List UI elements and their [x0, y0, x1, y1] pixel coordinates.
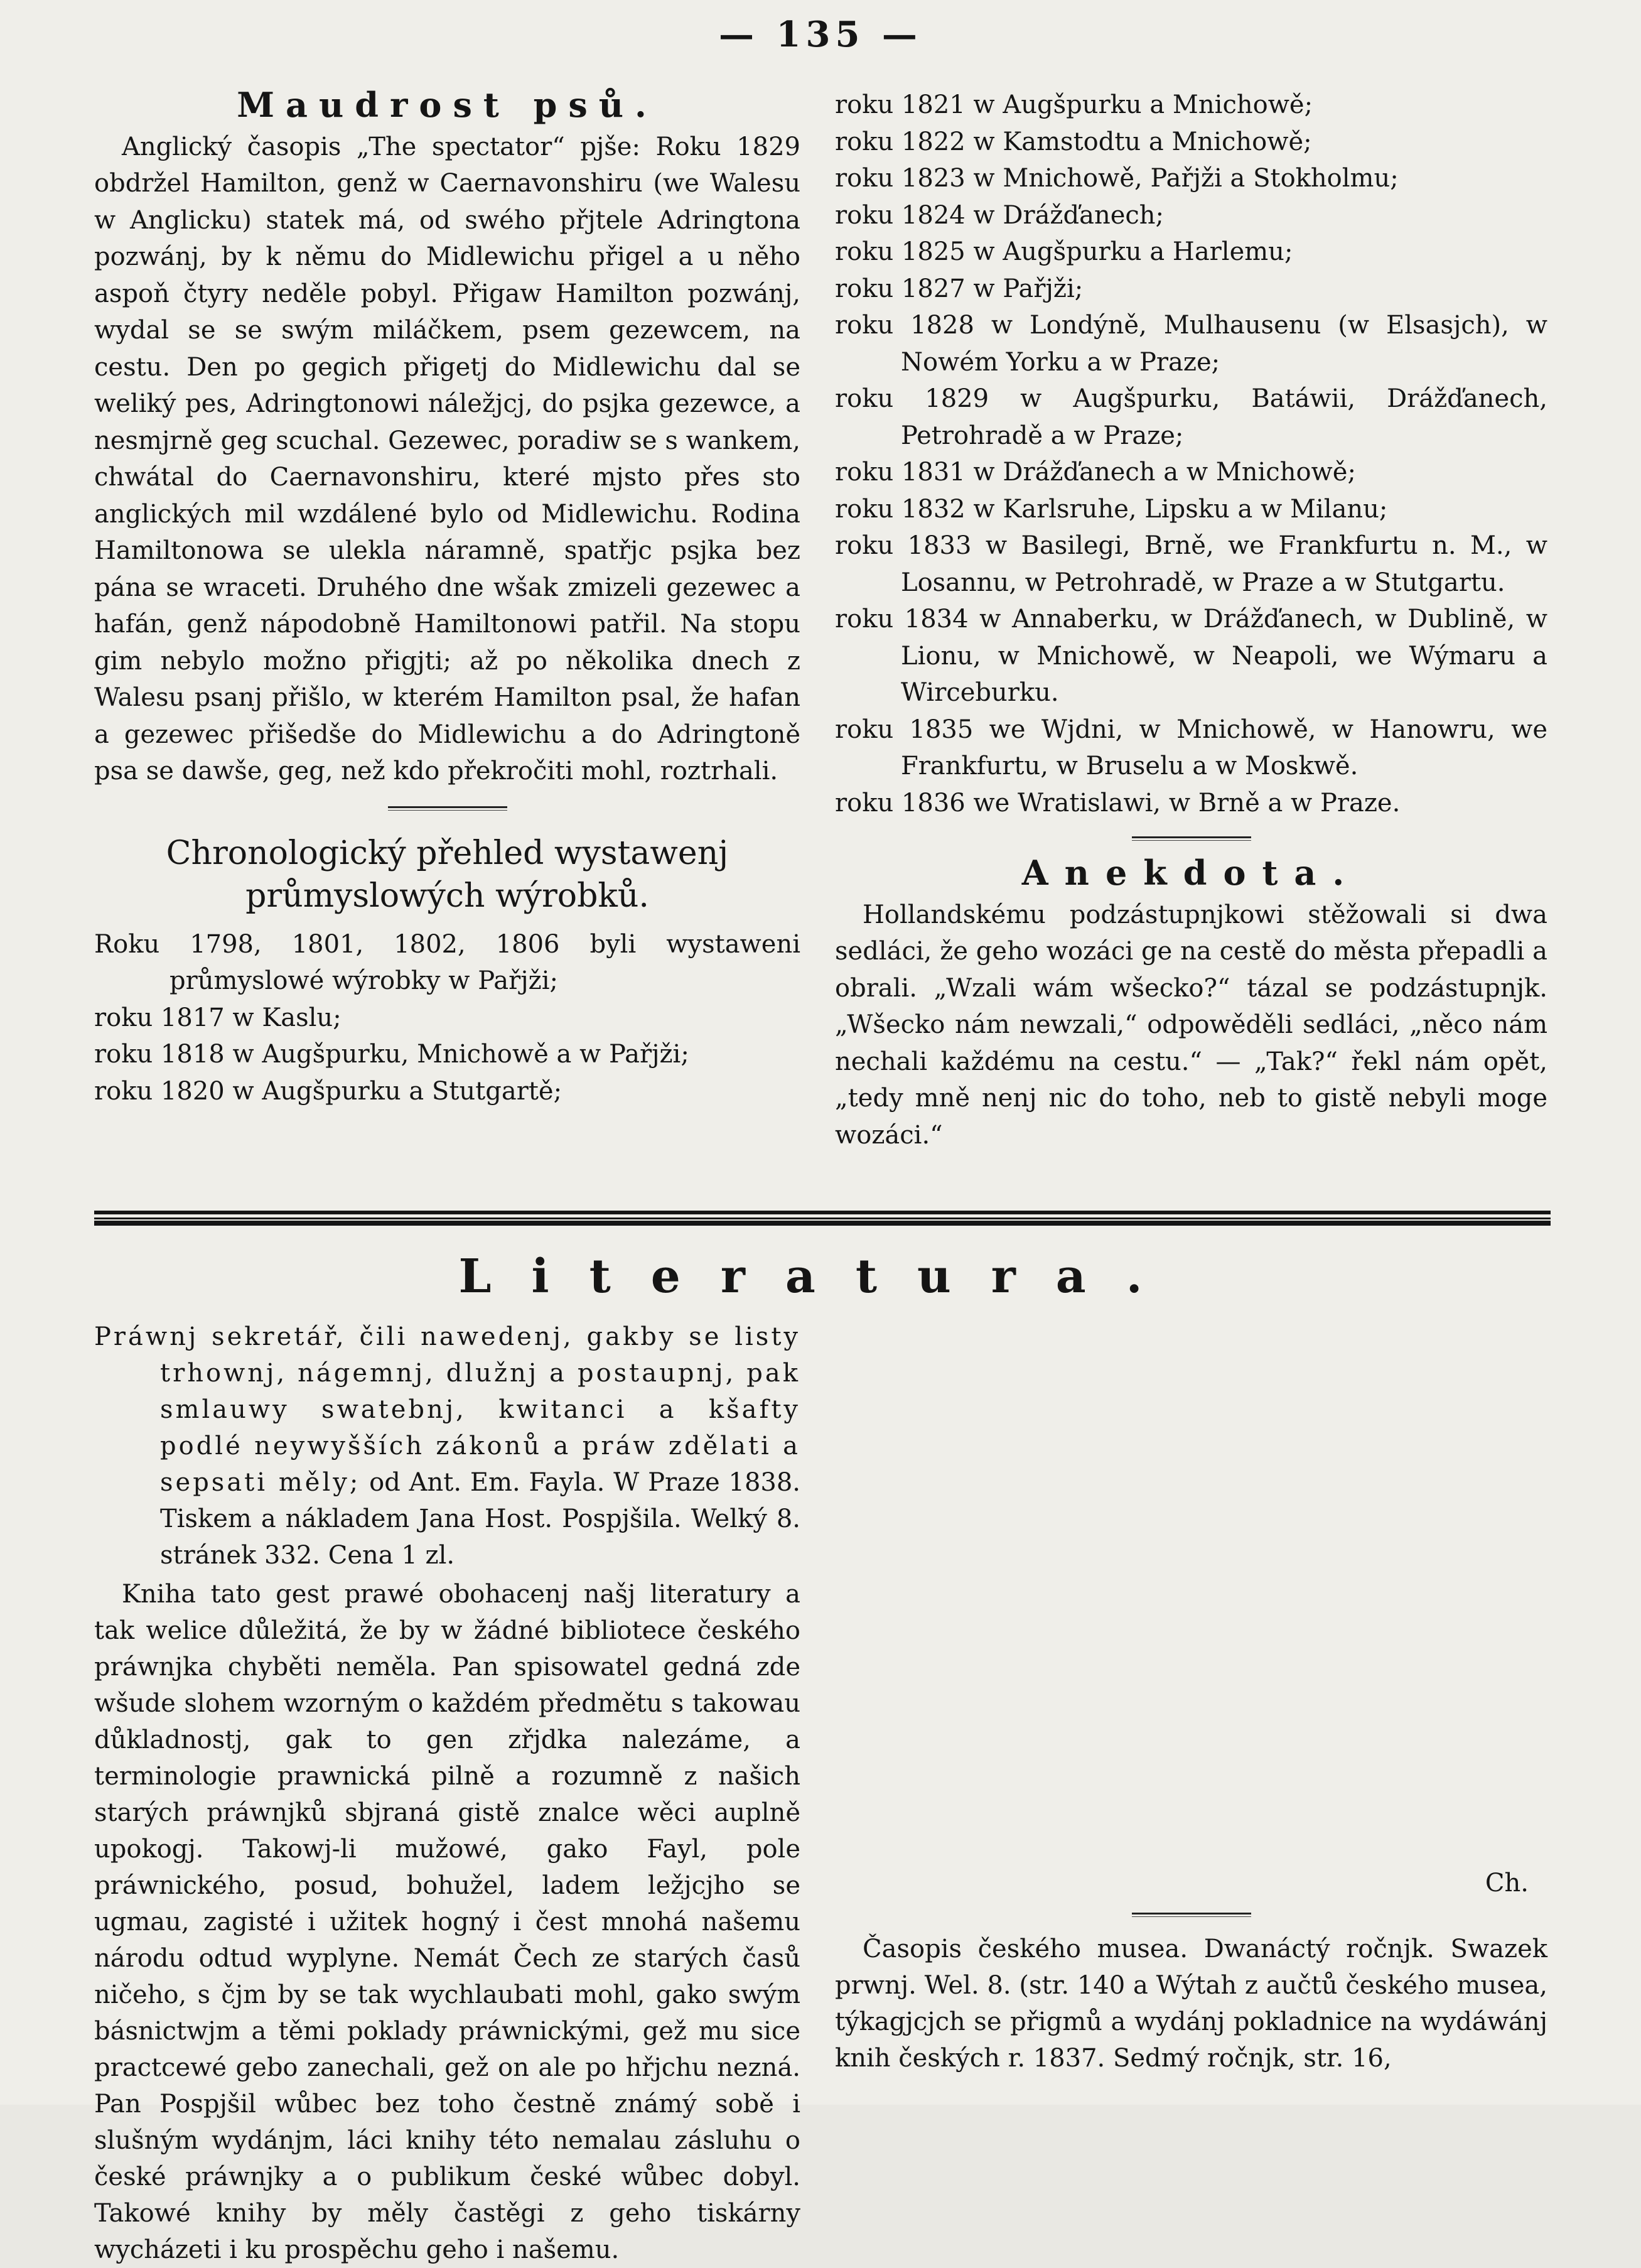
section-divider [1132, 1913, 1251, 1917]
book-review: Kniha tato gest prawé obohacenj našj literatury a tak welice důležitá, že by w žádné bibliotece českého práwnjka chyběti neměla. Pan spisowatel gedná zde wšude slohem wzorným o každém předmětu s takowau důkladnostj, gak to gen zřjdka nalezáme, a terminologie prawnická pilně a rozumně z našich starých práwnjků sbjraná gistě znalce wěci auplně upokogj. Takowj-li mužowé, gako Fayl, pole práwnického, posud, bohužel, ladem ležjcjho se ugmau, zagisté i užitek hogný i čest mnohá našemu národu odtud wyplyne. Nemát Čech ze starých časů ničeho, s čjm by se tak wychlaubati mohl, gako swým básnictwjm a těmi poklady práwnickými, gež mu sice practcewé gebo zanechali, gež on ale po hřjchu nezná. Pan Pospjšil wůbec bez toho čestně známý sobě i slušným wydánjm, láci knihy této nemalau zásluhu o české práwnjky a o publikum české wůbec dobyl. Takowé knihy by měly častěgi z geho tiskárny wycházeti i ku prospěchu geho i našemu. [94, 1580, 800, 2264]
exhibition-entry: roku 1829 w Augšpurku, Batáwii, Drážďanech, Petrohradě a w Praze; [835, 384, 1547, 450]
exhibition-entry: roku 1828 w Londýně, Mulhausenu (w Elsasjch), w Nowém Yorku a w Praze; [835, 311, 1547, 377]
exhibition-entry: roku 1834 w Annaberku, w Drážďanech, w Dublině, w Lionu, w Mnichowě, w Neapoli, we Wýmaru a Wirceburku. [835, 605, 1547, 707]
section-divider [1132, 836, 1251, 841]
exhibition-entry: roku 1823 w Mnichowě, Pařjži a Stokholmu; [835, 164, 1399, 193]
exhibition-entry: roku 1833 w Basilegi, Brně, we Frankfurtu n. M., w Losannu, w Petrohradě, w Praze a w Stutgartu. [835, 531, 1547, 597]
exhibition-entry: roku 1817 w Kaslu; [94, 1003, 342, 1032]
exhibition-entry: roku 1827 w Pařjži; [835, 274, 1084, 303]
exhibition-entry: roku 1820 w Augšpurku a Stutgartě; [94, 1076, 562, 1106]
left-column-bottom [94, 1319, 800, 2268]
dogs-article-body: Anglický časopis „The spectator“ pjše: Roku 1829 obdržel Hamilton, genž w Caernavonshiru (we Walesu w Anglicku) statek má, od swého přjtele Adringtona pozwánj, by k němu do Midlewichu přigel a u něho aspoň čtyry neděle pobyl. Přigaw Hamilton pozwánj, wydal se se swým miláčkem, psem gezewcem, na cestu. Den po gegich přigetj do Midlewichu dal se weliký pes, Adringtonowi náležjcj, do psjka gezewce, a nesmjrně geg scuchal. Gezewec, poradiw se s wankem, chwátal do Caernavonshiru, které mjsto přes sto anglických mil wzdálené bylo od Midlewichu. Rodina Hamiltonowa se ulekla náramně, spatřjc psjka bez pána se wraceti. Druhého dne wšak zmizeli gezewec a hafán, genž nápodobně Hamiltonowi patřil. Na stopu gim nebylo možno přigjti; až po několika dnech z Walesu psanj přišlo, w kterém Hamilton psal, že hafan a gezewec přišedše do Midlewichu a do Adringtoně psa se dawše, geg, než kdo překročiti mohl, roztrhali. [94, 132, 800, 786]
anecdote-body: Hollandskému podzástupnjkowi stěžowali si dwa sedláci, že geho wozáci ge na cestě do města přepadli a obrali. „Wzali wám wšecko?“ tázal se podzástupnjk. „Wšecko nám newzali,“ odpowěděli sedláci, „něco nám nechali každému na cestu.“ — „Tak?“ řekl nám opět, „tedy mně nenj nic do toho, neb to gistě nebyli moge wozáci.“ [835, 900, 1547, 1150]
exhibition-entry: roku 1835 we Wjdni, w Mnichowě, w Hanowru, we Frankfurtu, w Bruselu a w Moskwě. [835, 715, 1547, 780]
section-separator-rule [94, 1211, 1551, 1226]
book-entry [94, 1319, 800, 1574]
exhibition-entry: Roku 1798, 1801, 1802, 1806 byli wystaweni průmyslowé wýrobky w Pařjži; [94, 929, 800, 995]
right-column-bottom [835, 1865, 1547, 2076]
right-column-top [835, 87, 1547, 1153]
anecdote-title: Anekdota. [1021, 853, 1361, 893]
exhibition-entry: roku 1821 w Augšpurku a Mnichowě; [835, 90, 1313, 119]
literatura-title: Literatura. [458, 1250, 1183, 1304]
exhibition-entry: roku 1824 w Drážďanech; [835, 200, 1165, 230]
museum-notice: Časopis českého musea. Dwanáctý ročnjk. Swazek prwnj. Wel. 8. (str. 140 a Wýtah z aučtů českého musea, týkagjcjch se přigmů a wydánj pokladnice na wydáwánj knih českých r. 1837. Sedmý ročnjk, str. 16, [835, 1935, 1547, 2073]
review-signature: Ch. [1485, 1869, 1529, 1898]
exhibition-entry: roku 1822 w Kamstodtu a Mnichowě; [835, 127, 1312, 156]
book-info: od Ant. Em. Fayla. W Praze 1838. Tiskem a nákladem Jana Host. Pospjšila. Welký 8. stránek 332. Cena 1 zl. [160, 1468, 801, 1570]
page-number: — 135 — [719, 14, 922, 55]
book-title: Práwnj sekretář, čili nawedenj, gakby se listy trhownj, nágemnj, dlužnj a postaupnj, pak smlauwy swatebnj, kwitanci a kšafty podlé neywyšších zákonů a práw zdělati a sepsati měly; [94, 1322, 800, 1497]
exhibition-entry: roku 1832 w Karlsruhe, Lipsku a w Milanu; [835, 494, 1388, 524]
exhibition-entry: roku 1831 w Drážďanech a w Mnichowě; [835, 458, 1356, 487]
left-column-top [94, 87, 800, 1110]
exhibition-entry: roku 1818 w Augšpurku, Mnichowě a w Pařjži; [94, 1040, 689, 1069]
section-divider [388, 806, 507, 811]
exhibition-entry: roku 1825 w Augšpurku a Harlemu; [835, 237, 1293, 266]
dogs-article-title: Maudrost psů. [237, 85, 658, 125]
exhibitions-article-title: Chronologický přehled wystawenj průmyslowých wýrobků. [166, 834, 729, 915]
exhibition-entry: roku 1836 we Wratislawi, w Brně a w Praze. [835, 788, 1401, 818]
